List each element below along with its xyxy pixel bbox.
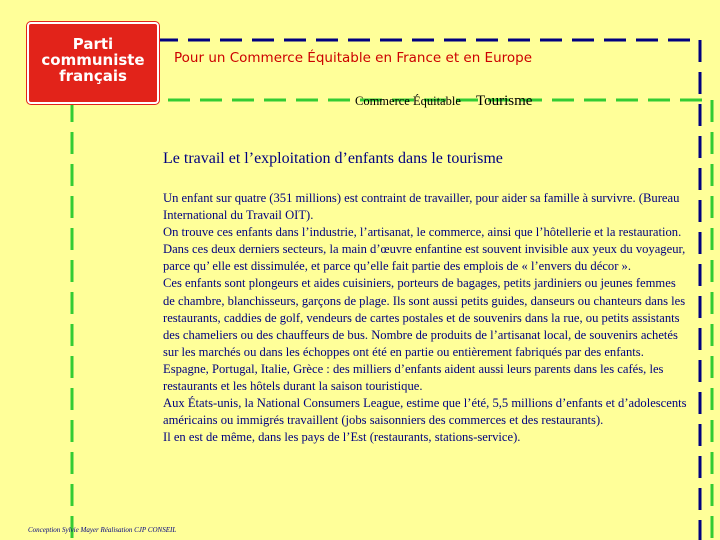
paragraph: Il en est de même, dans les pays de l’Est (restaurants, stations-service). xyxy=(163,430,521,445)
page-header-title: Pour un Commerce Équitable en France et en Europe xyxy=(174,50,533,66)
paragraph: Espagne, Portugal, Italie, Grèce : des milliers d’enfants aident aussi leurs parents dans les cafés, les restaurants et les hôtels durant la saison touristique. xyxy=(163,361,664,394)
breadcrumb xyxy=(355,90,532,110)
paragraph: Aux États-unis, la National Consumers League, estime que l’été, 5,5 millions d’enfants et d’adolescents américains ou immigrés travaillent (jobs saisonniers des commerces et des restaurants). xyxy=(163,396,687,428)
paragraph: Ces enfants sont plongeurs et aides cuisiniers, porteurs de bagages, petits jardiniers ou jeunes femmes de chambre, blanchisseurs, garçons de plage. Ils sont aussi petits guides, danseurs ou chanteurs dans les restaurants, caddies de golf, vendeurs de cartes postales et de souvenirs dans la rue, ou petits assistants des chameliers ou des chauffeurs de bus. Nombre de produits de l’artisanat local, de souvenirs achetés sur les marchés ou dans les échoppes ont été en partie ou entièrement fabriqués par des enfants. xyxy=(163,276,686,359)
logo-line-3: français xyxy=(59,67,127,85)
breadcrumb-section: Commerce Équitable xyxy=(355,94,461,108)
logo-line-2: communiste xyxy=(41,51,145,69)
breadcrumb-topic: Tourisme xyxy=(475,93,533,109)
paragraph: On trouve ces enfants dans l’industrie, l’artisanat, le commerce, ainsi que l’hôtellerie et la restauration. Dans ces deux derniers secteurs, la main d’œuvre enfantine est souvent invisible aux yeux du voyageur, parce qu’ elle est dissimulée, et parce qu’elle fait partie des emplois de « l’envers du décor ». xyxy=(163,225,686,274)
article-title: Le travail et l’exploitation d’enfants dans le tourisme xyxy=(163,150,503,167)
logo-text xyxy=(39,36,147,84)
logo-line-1: Parti xyxy=(72,35,114,53)
footer-credit: Conception Sylvie Mayer Réalisation CJP CONSEIL xyxy=(28,526,177,534)
party-logo xyxy=(27,22,159,104)
article-body xyxy=(163,190,688,446)
paragraph: Un enfant sur quatre (351 millions) est contraint de travailler, pour aider sa famille à survivre. (Bureau International du Travail OIT). xyxy=(163,191,680,223)
